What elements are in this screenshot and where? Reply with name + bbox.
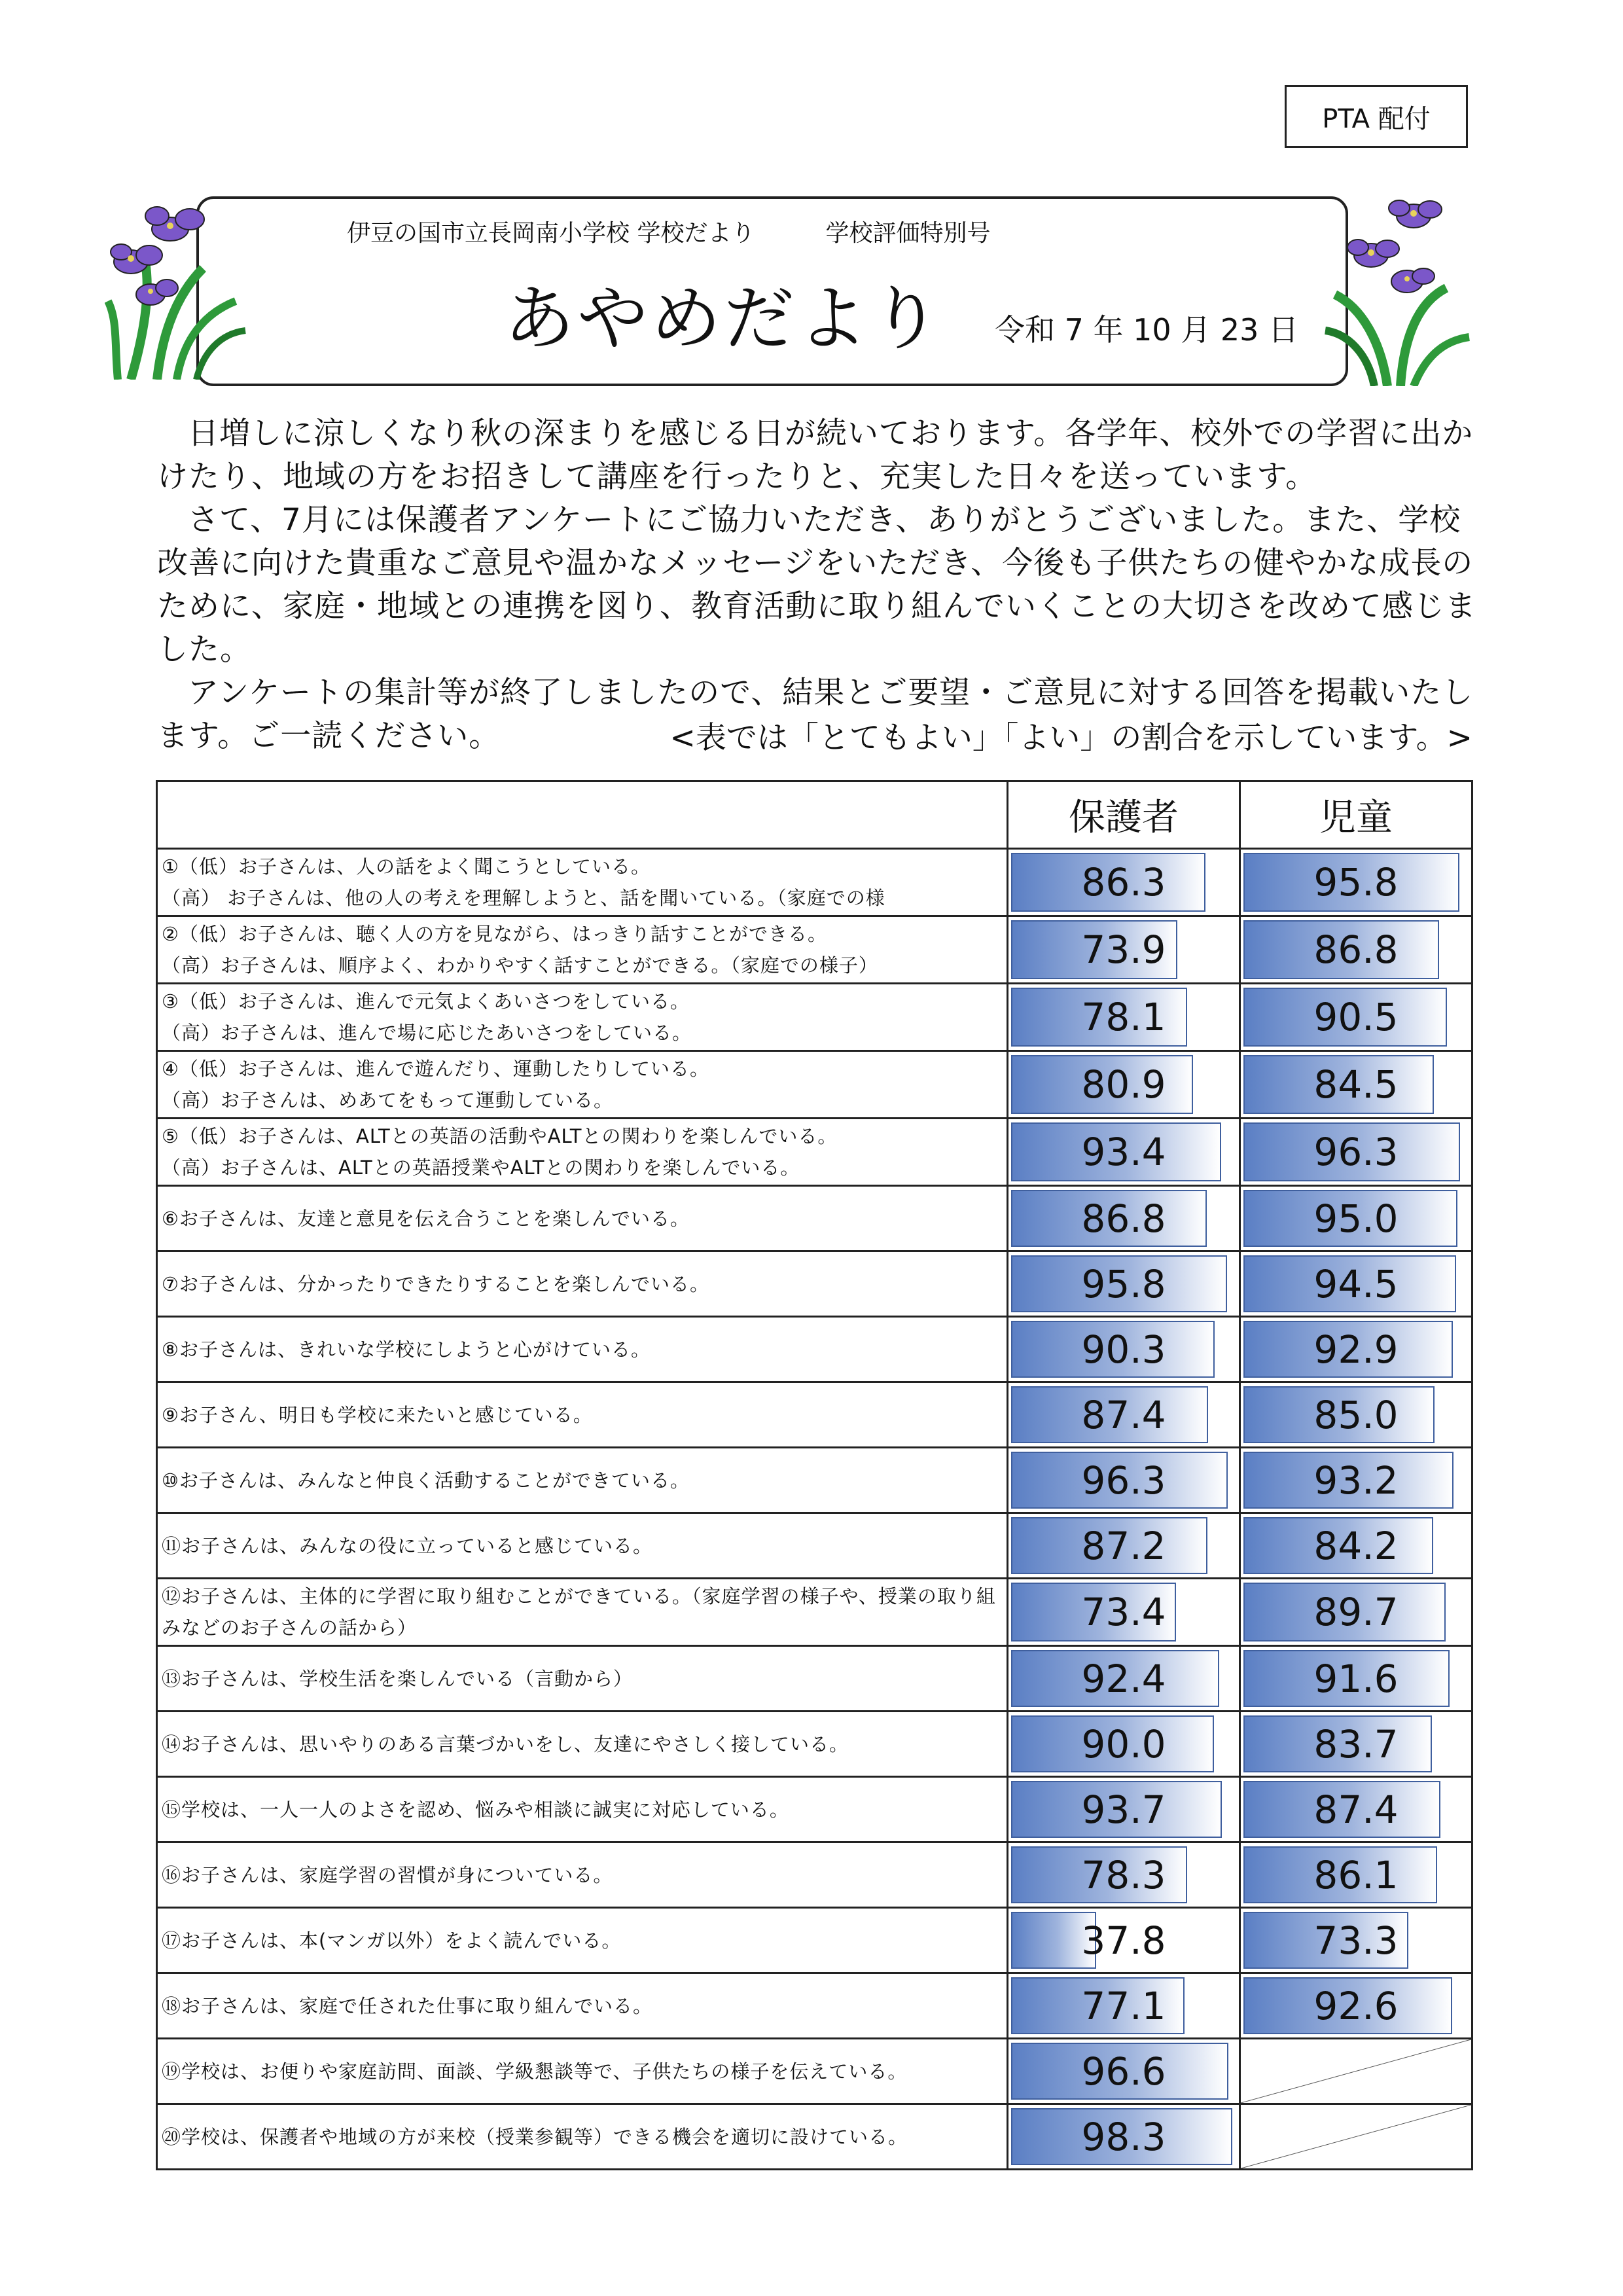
child-value-cell bbox=[1240, 1186, 1472, 1251]
question-text: ⑦お子さんは、分かったりできたりすることを楽しんでいる。 bbox=[162, 1272, 709, 1295]
question-text: ⑫お子さんは、主体的に学習に取り組むことができている。（家庭学習の様子や、授業の取り組みなどのお子さんの話から） bbox=[162, 1585, 996, 1639]
header-parent: 保護者 bbox=[1008, 781, 1240, 849]
intro-paragraph: 日増しに涼しくなり秋の深まりを感じる日が続いております。各学年、校外での学習に出かけたり、地域の方をお招きして講座を行ったりと、充実した日々を送っています。 bbox=[157, 416, 1474, 495]
child-value-cell bbox=[1240, 1777, 1472, 1842]
issue-date: 令和 7 年 10 月 23 日 bbox=[995, 312, 1299, 348]
table-row bbox=[157, 1119, 1472, 1186]
question-text: ⑭お子さんは、思いやりのある言葉づかいをし、友達にやさしく接している。 bbox=[162, 1732, 849, 1755]
survey-results-table bbox=[156, 780, 1473, 2170]
question-text: ⑨お子さん、明日も学校に来たいと感じている。 bbox=[162, 1403, 593, 1426]
table-row bbox=[157, 1712, 1472, 1777]
table-row bbox=[157, 984, 1472, 1051]
child-value: 85.0 bbox=[1313, 1392, 1399, 1437]
question-text: ②（低）お子さんは、聴く人の方を見ながら、はっきり話すことができる。 bbox=[162, 923, 827, 945]
question-text: ④（低）お子さんは、進んで遊んだり、運動したりしている。 bbox=[162, 1058, 709, 1080]
question-cell bbox=[157, 2039, 1008, 2104]
parent-value-cell bbox=[1008, 2039, 1240, 2104]
child-value-cell bbox=[1240, 1317, 1472, 1382]
parent-value-cell bbox=[1008, 1712, 1240, 1777]
child-value: 86.8 bbox=[1313, 927, 1399, 972]
table-row bbox=[157, 1842, 1472, 1908]
child-value: 90.5 bbox=[1313, 995, 1399, 1039]
diagonal-line bbox=[1241, 2039, 1471, 2103]
parent-value: 86.8 bbox=[1081, 1196, 1166, 1241]
parent-value: 95.8 bbox=[1081, 1261, 1166, 1306]
child-value-cell bbox=[1240, 1251, 1472, 1317]
parent-value-cell bbox=[1008, 1908, 1240, 1973]
parent-value: 96.6 bbox=[1081, 2049, 1166, 2094]
parent-value-cell bbox=[1008, 1186, 1240, 1251]
question-cell bbox=[157, 1908, 1008, 1973]
header-item bbox=[157, 781, 1008, 849]
question-cell bbox=[157, 916, 1008, 984]
question-cell bbox=[157, 1051, 1008, 1119]
question-cell bbox=[157, 1382, 1008, 1448]
table-row bbox=[157, 2039, 1472, 2104]
child-value-cell bbox=[1240, 1513, 1472, 1579]
parent-value: 92.4 bbox=[1081, 1656, 1166, 1701]
parent-value: 73.9 bbox=[1081, 927, 1166, 972]
intro-paragraph: さて、7月には保護者アンケートにご協力いただき、ありがとうございました。また、学校改善に向けた貴重なご意見や温かなメッセージをいただき、今後も子供たちの健やかな成長のために、家庭・地域との連携を図り、教育活動に取り組んでいくことの大切さを改めて感じました。 bbox=[157, 502, 1476, 668]
parent-value: 98.3 bbox=[1081, 2114, 1166, 2159]
parent-value: 37.8 bbox=[1081, 1918, 1166, 1963]
child-value-cell bbox=[1240, 984, 1472, 1051]
question-cell bbox=[157, 1973, 1008, 2039]
child-value-cell bbox=[1240, 1119, 1472, 1186]
parent-value-cell bbox=[1008, 1051, 1240, 1119]
pta-badge: PTA 配付 bbox=[1285, 85, 1468, 148]
question-cell bbox=[157, 984, 1008, 1051]
child-value-cell bbox=[1240, 1448, 1472, 1513]
parent-value: 73.4 bbox=[1081, 1590, 1166, 1634]
child-value-cell bbox=[1240, 1712, 1472, 1777]
parent-value: 87.4 bbox=[1081, 1392, 1166, 1437]
child-value: 73.3 bbox=[1313, 1918, 1399, 1963]
intro-text bbox=[157, 412, 1479, 758]
child-value: 95.0 bbox=[1313, 1196, 1399, 1241]
question-text: ⑲学校は、お便りや家庭訪問、面談、学級懇談等で、子供たちの様子を伝えている。 bbox=[162, 2060, 908, 2083]
table-row bbox=[157, 1777, 1472, 1842]
child-value-cell bbox=[1240, 1382, 1472, 1448]
table-row bbox=[157, 1186, 1472, 1251]
question-text: ③（低）お子さんは、進んで元気よくあいさつをしている。 bbox=[162, 990, 690, 1013]
question-cell bbox=[157, 1712, 1008, 1777]
child-value: 93.2 bbox=[1313, 1458, 1399, 1503]
parent-value-cell bbox=[1008, 1251, 1240, 1317]
child-empty-cell bbox=[1240, 2039, 1472, 2104]
parent-value: 87.2 bbox=[1081, 1523, 1166, 1568]
diagonal-line bbox=[1241, 2105, 1471, 2168]
question-text: （高）お子さんは、ALTとの英語授業やALTとの関わりを楽しんでいる。 bbox=[162, 1157, 800, 1179]
table-row bbox=[157, 1908, 1472, 1973]
question-cell bbox=[157, 1579, 1008, 1646]
child-value: 89.7 bbox=[1313, 1590, 1399, 1634]
parent-value-cell bbox=[1008, 1646, 1240, 1712]
question-cell bbox=[157, 2104, 1008, 2170]
parent-value: 93.4 bbox=[1081, 1130, 1166, 1174]
child-value: 96.3 bbox=[1313, 1130, 1399, 1174]
parent-value-cell bbox=[1008, 1842, 1240, 1908]
question-text: （高）お子さんは、進んで場に応じたあいさつをしている。 bbox=[162, 1022, 692, 1044]
parent-value-cell bbox=[1008, 1777, 1240, 1842]
child-value: 95.8 bbox=[1313, 860, 1399, 905]
question-text: ⑥お子さんは、友達と意見を伝え合うことを楽しんでいる。 bbox=[162, 1207, 690, 1230]
parent-value-cell bbox=[1008, 849, 1240, 916]
question-cell bbox=[157, 1646, 1008, 1712]
question-text: ⑰お子さんは、本(マンガ以外）をよく読んでいる。 bbox=[162, 1929, 622, 1952]
table-row bbox=[157, 2104, 1472, 2170]
child-empty-cell bbox=[1240, 2104, 1472, 2170]
child-value: 83.7 bbox=[1313, 1721, 1399, 1767]
parent-value-cell bbox=[1008, 1119, 1240, 1186]
question-text: ⑬お子さんは、学校生活を楽しんでいる（言動から） bbox=[162, 1667, 633, 1690]
question-text: ⑤（低）お子さんは、ALTとの英語の活動やALTとの関わりを楽しんでいる。 bbox=[162, 1125, 838, 1147]
child-value: 86.1 bbox=[1313, 1852, 1399, 1897]
table-note: <表では「とてもよい」「よい」の割合を示しています。> bbox=[669, 720, 1472, 756]
iris-flower-icon bbox=[105, 190, 249, 380]
table-row bbox=[157, 1973, 1472, 2039]
question-cell bbox=[157, 1317, 1008, 1382]
question-text: ⑪お子さんは、みんなの役に立っていると感じている。 bbox=[162, 1534, 653, 1557]
table-row bbox=[157, 1251, 1472, 1317]
question-cell bbox=[157, 1448, 1008, 1513]
child-value: 87.4 bbox=[1313, 1787, 1399, 1832]
parent-value-cell bbox=[1008, 1973, 1240, 2039]
question-text: ⑮学校は、一人一人のよさを認め、悩みや相談に誠実に対応している。 bbox=[162, 1798, 789, 1821]
parent-value-cell bbox=[1008, 1513, 1240, 1579]
question-cell bbox=[157, 849, 1008, 916]
question-text: ⑩お子さんは、みんなと仲良く活動することができている。 bbox=[162, 1469, 690, 1492]
iris-flower-icon bbox=[1322, 190, 1472, 386]
table-row bbox=[157, 1646, 1472, 1712]
question-cell bbox=[157, 1186, 1008, 1251]
child-value-cell bbox=[1240, 916, 1472, 984]
parent-value: 96.3 bbox=[1081, 1458, 1166, 1503]
child-value-cell bbox=[1240, 1842, 1472, 1908]
table-row bbox=[157, 1513, 1472, 1579]
intro-paragraph: アンケートの集計等が終了しましたので、結果とご要望・ご意見に対する回答を掲載いたします。ご一読ください。 bbox=[157, 675, 1474, 754]
question-cell bbox=[157, 1119, 1008, 1186]
child-value-cell bbox=[1240, 1646, 1472, 1712]
question-text: （高）お子さんは、順序よく、わかりやすく話すことができる。（家庭での様子） bbox=[162, 954, 878, 977]
question-cell bbox=[157, 1251, 1008, 1317]
parent-value: 90.0 bbox=[1081, 1721, 1166, 1767]
question-text: ①（低）お子さんは、人の話をよく聞こうとしている。 bbox=[162, 855, 651, 878]
parent-value: 86.3 bbox=[1081, 860, 1166, 905]
child-value: 84.5 bbox=[1313, 1062, 1399, 1107]
parent-value: 90.3 bbox=[1081, 1327, 1166, 1372]
header-child: 児童 bbox=[1240, 781, 1472, 849]
question-text: （高）お子さんは、めあてをもって運動している。 bbox=[162, 1089, 614, 1111]
table-row bbox=[157, 1317, 1472, 1382]
parent-value-cell bbox=[1008, 1579, 1240, 1646]
question-text: （高） お子さんは、他の人の考えを理解しようと、話を聞いている。（家庭での様 bbox=[162, 887, 885, 909]
parent-value-cell bbox=[1008, 2104, 1240, 2170]
child-value-cell bbox=[1240, 1051, 1472, 1119]
parent-value-cell bbox=[1008, 984, 1240, 1051]
child-value: 92.9 bbox=[1313, 1327, 1399, 1372]
newsletter-subtitle: 伊豆の国市立長岡南小学校 学校だより 学校評価特別号 bbox=[347, 220, 991, 247]
question-cell bbox=[157, 1777, 1008, 1842]
parent-value-cell bbox=[1008, 1448, 1240, 1513]
parent-value: 80.9 bbox=[1081, 1062, 1166, 1107]
table-row bbox=[157, 1382, 1472, 1448]
child-value: 92.6 bbox=[1313, 1983, 1399, 2028]
parent-value-cell bbox=[1008, 916, 1240, 984]
parent-value-cell bbox=[1008, 1317, 1240, 1382]
parent-value: 78.3 bbox=[1081, 1852, 1166, 1897]
parent-value-cell bbox=[1008, 1382, 1240, 1448]
child-value: 91.6 bbox=[1313, 1656, 1399, 1701]
child-value-cell bbox=[1240, 849, 1472, 916]
table-row bbox=[157, 1579, 1472, 1646]
question-text: ⑳学校は、保護者や地域の方が来校（授業参観等）できる機会を適切に設けている。 bbox=[162, 2125, 908, 2148]
question-cell bbox=[157, 1513, 1008, 1579]
child-value-cell bbox=[1240, 1908, 1472, 1973]
table-header-row bbox=[157, 781, 1472, 849]
child-value-cell bbox=[1240, 1579, 1472, 1646]
question-text: ⑱お子さんは、家庭で任された仕事に取り組んでいる。 bbox=[162, 1994, 653, 2017]
table-row bbox=[157, 916, 1472, 984]
question-text: ⑧お子さんは、きれいな学校にしようと心がけている。 bbox=[162, 1338, 651, 1361]
parent-value: 78.1 bbox=[1081, 995, 1166, 1039]
table-row bbox=[157, 849, 1472, 916]
newsletter-title: あやめだより bbox=[504, 278, 944, 360]
parent-value: 93.7 bbox=[1081, 1787, 1166, 1832]
child-value-cell bbox=[1240, 1973, 1472, 2039]
child-value: 84.2 bbox=[1313, 1523, 1399, 1568]
table-row bbox=[157, 1448, 1472, 1513]
table-row bbox=[157, 1051, 1472, 1119]
question-cell bbox=[157, 1842, 1008, 1908]
child-value: 94.5 bbox=[1313, 1261, 1399, 1306]
question-text: ⑯お子さんは、家庭学習の習慣が身についている。 bbox=[162, 1863, 613, 1886]
parent-value: 77.1 bbox=[1081, 1983, 1166, 2028]
